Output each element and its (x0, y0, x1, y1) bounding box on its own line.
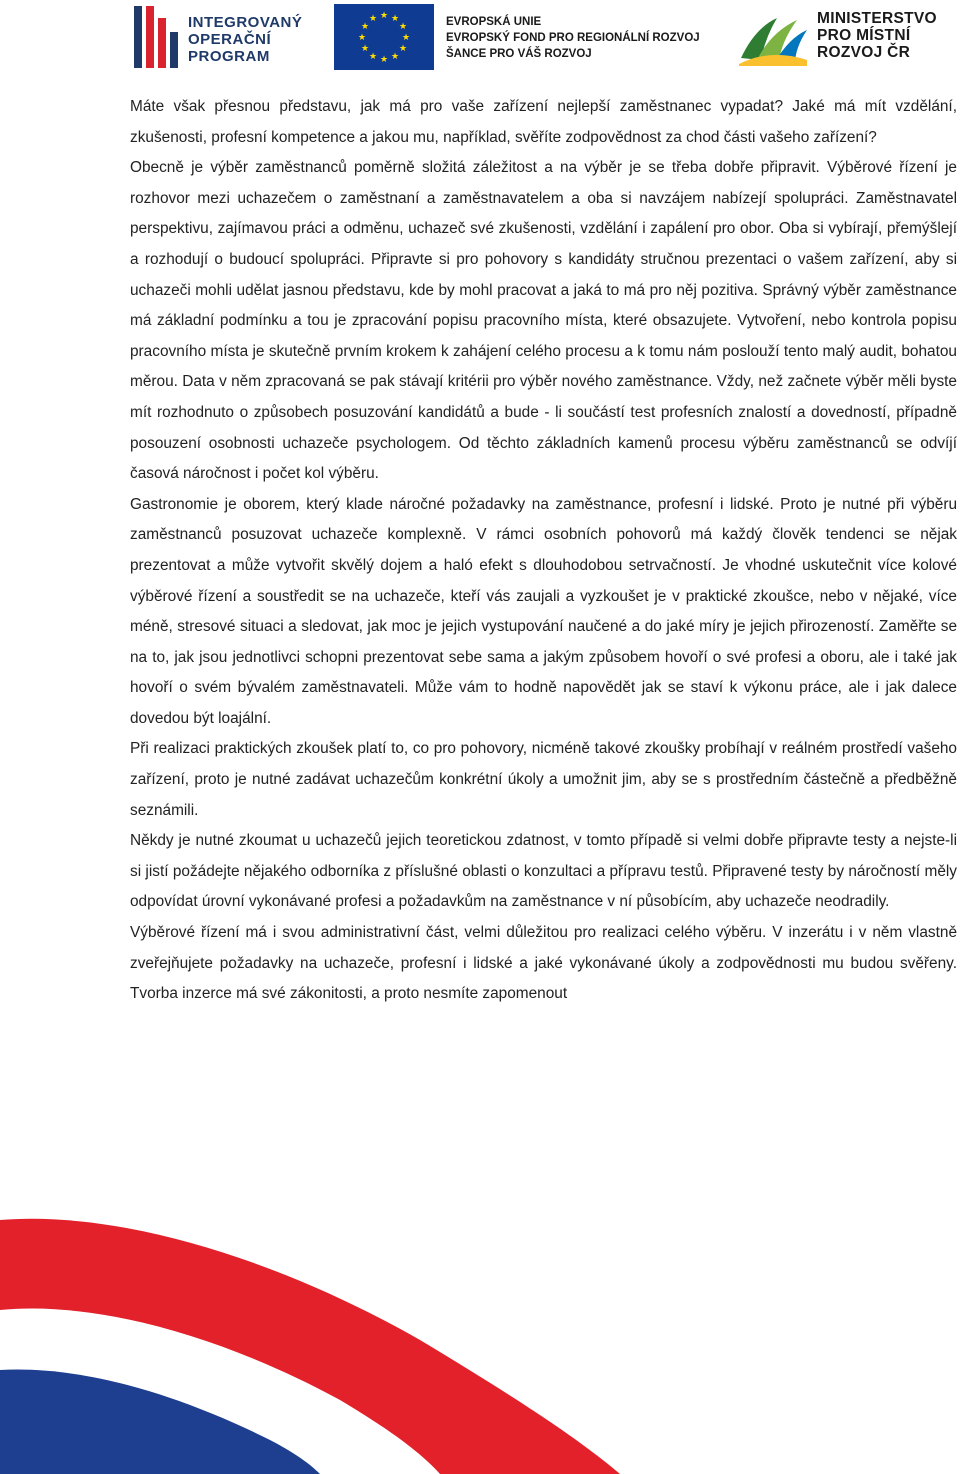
iop-bars-icon (130, 4, 186, 70)
iop-logo (130, 4, 330, 70)
svg-text:★: ★ (368, 52, 378, 62)
iop-logo-line2: OPERAČNÍ (188, 31, 272, 48)
svg-text:★: ★ (360, 22, 370, 32)
eu-logo-text (446, 14, 700, 62)
iop-logo-line1: INTEGROVANÝ (188, 14, 303, 31)
svg-text:★: ★ (379, 11, 389, 21)
mmr-logo (735, 4, 960, 70)
svg-text:★: ★ (390, 14, 400, 24)
iop-logo-text (188, 14, 302, 65)
mmr-emblem-icon (735, 8, 811, 68)
paragraph-5: Někdy je nutné zkoumat u uchazečů jejich teoretickou zdatnost, v tomto případě si velmi dobře připravte testy a nejste-li si jistí požádejte nějakého odborníka z příslušné oblasti o konzultaci a přípravu testů. Připravené testy by náročností měly odpovídat úrovní vykonávané profesi a požadavkům na zaměstnance v ní působícím, aby uchazeče neodradily. (130, 832, 957, 911)
iop-logo-line3: PROGRAM (188, 48, 270, 65)
document-body (130, 92, 957, 1010)
svg-text:★: ★ (357, 33, 367, 43)
page-header (0, 0, 960, 80)
mmr-logo-text (817, 10, 937, 61)
eu-logo-line1: EVROPSKÁ UNIE (446, 16, 542, 28)
footer-swoosh-decoration (0, 1190, 960, 1474)
svg-text:★: ★ (368, 14, 378, 24)
eu-logo (334, 4, 714, 70)
mmr-logo-line1: MINISTERSTVO (817, 10, 937, 27)
paragraph-3: Gastronomie je oborem, který klade náročné požadavky na zaměstnance, profesní i lidské. Proto je nutné při výběru zaměstnanců posuzovat uchazeče komplexně. V rámci osobních pohovorů má každý člověk tendenci se nějak prezentovat a může vytvořit skvělý dojem a haló efekt s dlouhodobou setrvačností. Je vhodné uskutečnit více kolové výběrové řízení a soustředit se na uchazeče, kteří vás zaujali a vyzkoušet je v praktické zkoušce, nebo v nějaké, více méně, stresové situaci a sledovat, jak moc je jejich vystupování naučené a do jaké míry je jejich přirozeností. Zaměřte se na to, jak jsou jednotlivci schopni prezentovat sebe sama a jakým způsobem hovoří o své profesi a oboru, ale i také jak hovoří o svém bývalém zaměstnavateli. Může vám to hodně napovědět jak se staví k výkonu práce, ale i jak dalece dovedou být loajální. (130, 495, 957, 727)
svg-text:★: ★ (360, 44, 370, 54)
svg-text:★: ★ (401, 33, 411, 43)
mmr-logo-line2: PRO MÍSTNÍ (817, 27, 911, 44)
eu-logo-line3: ŠANCE PRO VÁŠ ROZVOJ (446, 48, 592, 60)
svg-text:★: ★ (379, 55, 389, 65)
paragraph-6: Výběrové řízení má i svou administrativní část, velmi důležitou pro realizaci celého výběru. V inzerátu i v něm vlastně zveřejňujete požadavky na uchazeče, profesní i lidské a jaké vykonávané úkoly a zodpovědnosti mu budou svěřeny. Tvorba inzerce má své zákonitosti, a proto nesmíte zapomenout (130, 924, 957, 1003)
mmr-logo-line3: ROZVOJ ČR (817, 44, 911, 61)
eu-logo-line2: EVROPSKÝ FOND PRO REGIONÁLNÍ ROZVOJ (446, 32, 700, 44)
paragraph-4: Při realizaci praktických zkoušek platí to, co pro pohovory, nicméně takové zkoušky probíhají v reálném prostředí vašeho zařízení, proto je nutné zadávat uchazečům konkrétní úkoly a umožnit jim, aby se s prostředním částečně a předběžně seznámili. (130, 740, 957, 819)
svg-text:★: ★ (398, 22, 408, 32)
paragraph-2: Obecně je výběr zaměstnanců poměrně složitá záležitost a na výběr je se třeba dobře připravit. Výběrové řízení je rozhovor mezi uchazečem o zaměstnaní a zaměstnavatelem a oba si navzájem nabízejí spolupráci. Zaměstnavatel perspektivu, zajímavou práci a odměnu, uchazeč své zkušenosti, vzdělání i zapálení pro obor. Oba si vybírají, přemýšlejí a rozhodují o budoucí spolupráci. Připravte si pro pohovory s kandidáty stručnou prezentaci o vašem zařízení, aby si uchazeči mohli udělat jasnou představu, kde by mohl pracovat a jaká to má pro něj pozitiva. Správný výběr zaměstnance má základní podmínku a tou je zpracování popisu pracovního místa, které obsazujete. Vytvoření, nebo kontrola popisu pracovního místa je skutečně prvním krokem k zahájení celého procesu a k tomu nám poslouží tento malý audit, bohatou měrou. Data v něm zpracovaná se pak stávají kritérii pro výběr nového zaměstnance. Vždy, než začnete výběr měli byste mít rozhodnuto o způsobech posuzování kandidátů a bude - li součástí test profesních znalostí a dovedností, případně posouzení osobnosti uchazeče psychologem. Od těchto základních kamenů procesu výběru zaměstnanců se odvíjí časová náročnost i počet kol výběru. (130, 159, 957, 483)
svg-text:★: ★ (390, 52, 400, 62)
eu-flag-icon (334, 4, 434, 70)
paragraph-1: Máte však přesnou představu, jak má pro vaše zařízení nejlepší zaměstnanec vypadat? Jaké má mít vzdělání, zkušenosti, profesní kompetence a jakou mu, například, svěříte zodpovědnost za chod části vašeho zařízení? (130, 98, 957, 146)
svg-text:★: ★ (398, 44, 408, 54)
